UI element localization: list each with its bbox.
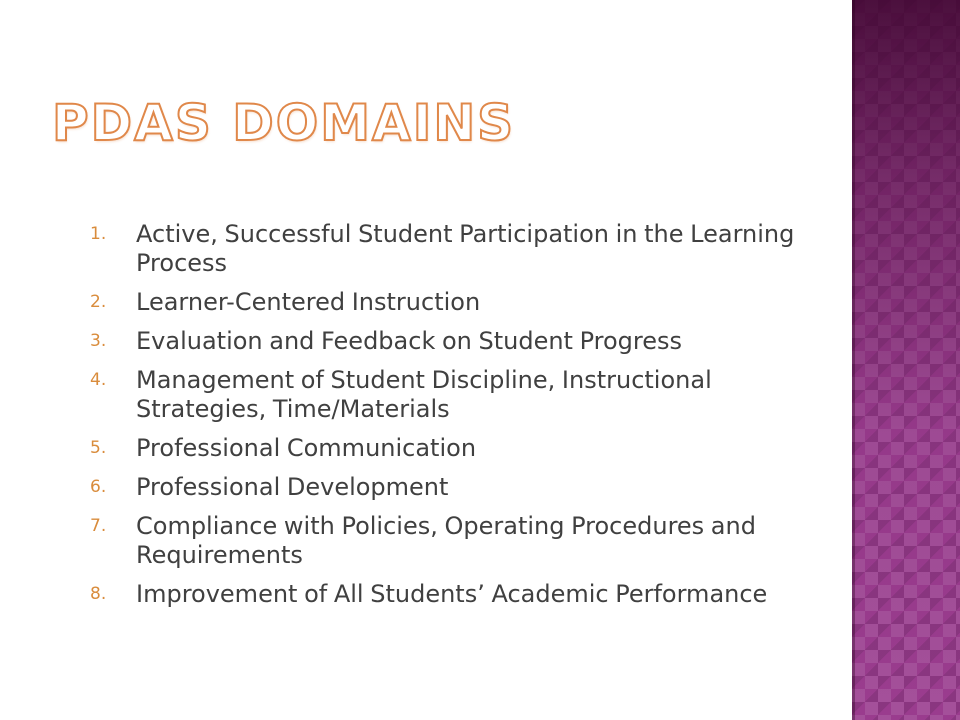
list-item xyxy=(90,512,820,570)
item-text: Active, Successful Student Participation in the Learning Process xyxy=(136,220,795,277)
item-number: 8. xyxy=(90,584,107,604)
list-item xyxy=(90,580,820,609)
decorative-side-panel xyxy=(852,0,960,720)
item-number: 4. xyxy=(90,370,107,390)
item-number: 6. xyxy=(90,477,107,497)
domain-list xyxy=(90,220,820,619)
item-number: 5. xyxy=(90,438,107,458)
list-item xyxy=(90,288,820,317)
item-number: 3. xyxy=(90,331,107,351)
item-text: Management of Student Discipline, Instructional Strategies, Time/Materials xyxy=(136,366,712,423)
list-item xyxy=(90,327,820,356)
item-text: Professional Communication xyxy=(136,434,477,462)
item-number: 2. xyxy=(90,292,107,312)
item-text: Compliance with Policies, Operating Procedures and Requirements xyxy=(136,512,756,569)
list-item xyxy=(90,220,820,278)
list-item xyxy=(90,366,820,424)
item-text: Professional Development xyxy=(136,473,449,501)
list-item xyxy=(90,434,820,463)
item-number: 7. xyxy=(90,516,107,536)
item-text: Learner-Centered Instruction xyxy=(136,288,481,316)
list-item xyxy=(90,473,820,502)
side-panel-edge xyxy=(852,0,855,720)
item-number: 1. xyxy=(90,224,107,244)
slide-title: PDAS DOMAINS xyxy=(52,94,516,152)
item-text: Evaluation and Feedback on Student Progress xyxy=(136,327,683,355)
item-text: Improvement of All Students’ Academic Performance xyxy=(136,580,768,608)
